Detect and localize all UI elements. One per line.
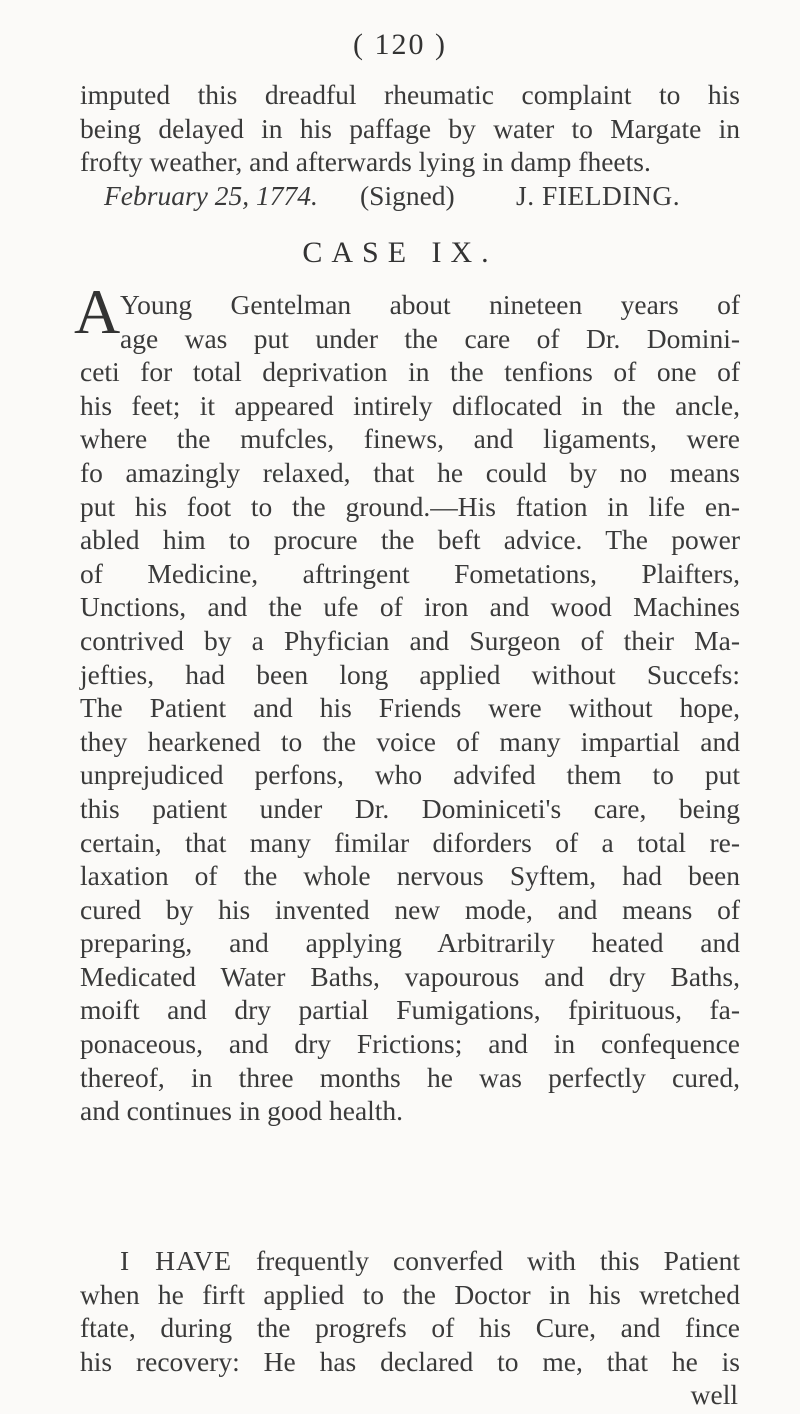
text-line: abled him to procure the beft advice. The power	[80, 524, 740, 556]
text-line: Medicated Water Baths, vapourous and dry Baths,	[80, 960, 740, 992]
signature-signed-label: (Signed)	[360, 179, 455, 211]
signature-name: J. FIELDING.	[516, 179, 681, 211]
drop-cap: A	[74, 276, 121, 347]
text-line: Unctions, and the ufe of iron and wood Machines	[80, 591, 740, 623]
text-line: this patient under Dr. Dominiceti's care, being	[80, 792, 740, 824]
text-line: preparing, and applying Arbitrarily heated and	[80, 927, 740, 959]
text-line: age was put under the care of Dr. Domini-	[120, 322, 740, 354]
text-line: being delayed in his paffage by water to Margate in	[80, 112, 740, 144]
page-number: ( 120 )	[353, 28, 447, 61]
text-line: where the mufcles, finews, and ligaments, were	[80, 423, 740, 455]
text-line: fo amazingly relaxed, that he could by no means	[80, 456, 740, 488]
text-line: unprejudiced perfons, who advifed them to put	[80, 759, 740, 791]
text-line: thereof, in three months he was perfectly cured,	[80, 1061, 740, 1093]
second-paragraph	[80, 1244, 740, 1412]
text-line: his feet; it appeared intirely diflocated in the ancle,	[80, 389, 740, 421]
signature-line	[80, 179, 740, 213]
text-fragment: frequently converfed with this Patient	[256, 1245, 740, 1276]
text-line: ceti for total deprivation in the tenfions of one of	[80, 356, 740, 388]
case-heading: CASE IX.	[302, 236, 498, 269]
text-line: and continues in good health.	[80, 1095, 404, 1127]
text-line	[80, 1244, 740, 1278]
text-line: his recovery: He has declared to me, that he is	[80, 1345, 740, 1377]
text-line: put his foot to the ground.—His ftation in life en-	[80, 490, 740, 522]
text-line: Young Gentelman about nineteen years of	[120, 289, 740, 320]
text-line: laxation of the whole nervous Syftem, had been	[80, 860, 740, 892]
case-paragraph	[74, 276, 740, 1128]
text-line: ftate, during the progrefs of his Cure, and fince	[80, 1312, 740, 1344]
text-line: when he firft applied to the Doctor in his wretched	[80, 1278, 740, 1310]
text-line: jefties, had been long applied without Succefs:	[80, 658, 740, 690]
text-line: contrived by a Phyfician and Surgeon of their Ma-	[80, 624, 740, 656]
text-line: they hearkened to the voice of many impartial and	[80, 725, 740, 757]
paragraph-lead: I HAVE	[120, 1245, 232, 1276]
text-line: imputed this dreadful rheumatic complaint to his	[80, 79, 740, 110]
text-line: certain, that many fimilar diforders of a total re-	[80, 826, 740, 858]
continuation-paragraph	[80, 78, 740, 212]
text-line: moift and dry partial Fumigations, fpirituous, fa-	[80, 994, 740, 1026]
catchword: well	[690, 1379, 738, 1411]
text-line: ponaceous, and dry Frictions; and in confequence	[80, 1028, 740, 1060]
text-line: frofty weather, and afterwards lying in damp fheets.	[80, 146, 651, 178]
text-line: The Patient and his Friends were without hope,	[80, 692, 740, 724]
text-line: of Medicine, aftringent Fometations, Plaifters,	[80, 557, 740, 589]
signature-date: February 25, 1774.	[104, 179, 318, 211]
text-line: cured by his invented new mode, and means of	[80, 893, 740, 925]
